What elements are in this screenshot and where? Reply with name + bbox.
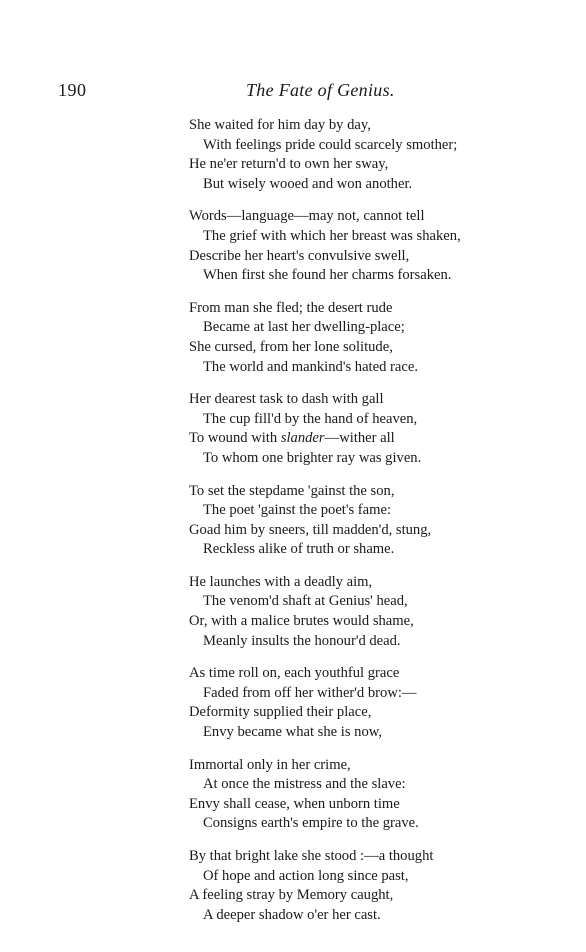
running-head: The Fate of Genius. [246,80,395,100]
italic-word: slander [280,430,325,447]
poem-line: To whom one brighter ray was given. [203,449,422,466]
poem-line: Consigns earth's empire to the grave. [203,815,419,832]
poem-line: When first she found her charms forsaken. [203,267,452,284]
stanza-3 [189,299,569,377]
stanza-2 [189,207,569,285]
stanza-9 [189,847,569,925]
stanza-7 [189,664,569,742]
poem-line: As time roll on, each youthful grace [189,665,400,682]
poem-line: Envy shall cease, when unborn time [189,795,400,812]
stanza-8 [189,756,569,834]
poem-line: Reckless alike of truth or shame. [203,541,395,558]
poem-line: Of hope and action long since past, [203,867,409,884]
poem-body [189,116,569,938]
poem-line: Became at last her dwelling-place; [203,319,405,336]
poem-line: The grief with which her breast was shaken, [203,227,461,244]
page-header [0,80,586,104]
poem-line: A deeper shadow o'er her cast. [203,906,381,923]
poem-line: The poet 'gainst the poet's fame: [203,502,392,519]
poem-line: The world and mankind's hated race. [203,358,418,375]
poem-line: Deformity supplied their place, [189,704,372,721]
poem-line: By that bright lake she stood :—a thought [189,848,434,864]
poem-line: To wound with slander—wither all [189,430,395,447]
poem-line: Immortal only in her crime, [189,756,351,773]
poem-line: With feelings pride could scarcely smother; [203,136,458,153]
poem-line: The cup fill'd by the hand of heaven, [203,410,418,427]
poem-line: Goad him by sneers, till madden'd, stung, [189,521,432,538]
poem-line: She cursed, from her lone solitude, [189,338,393,355]
poem-line: Envy became what she is now, [203,724,382,741]
poem-line: Faded from off her wither'd brow:— [203,684,417,701]
stanza-5 [189,482,569,560]
poem-line: Her dearest task to dash with gall [189,391,384,408]
poem-line: Meanly insults the honour'd dead. [203,632,401,649]
poem-line: From man she fled; the desert rude [189,299,393,316]
page-number: 190 [58,80,87,100]
poem-line: But wisely wooed and won another. [203,175,413,192]
poem-line: At once the mistress and the slave: [203,776,406,793]
stanza-4 [189,390,569,468]
poem-line: A feeling stray by Memory caught, [189,887,394,904]
poem-line: He launches with a deadly aim, [189,573,373,590]
poem-line: To set the stepdame 'gainst the son, [189,482,395,499]
poem-line: Or, with a malice brutes would shame, [189,613,414,630]
poem-line: Describe her heart's convulsive swell, [189,247,410,264]
poem-line: She waited for him day by day, [189,117,371,133]
stanza-6 [189,573,569,651]
poem-line: He ne'er return'd to own her sway, [189,156,389,173]
stanza-1 [189,116,569,194]
poem-line: The venom'd shaft at Genius' head, [203,593,408,610]
poem-line: Words—language—may not, cannot tell [189,208,425,225]
